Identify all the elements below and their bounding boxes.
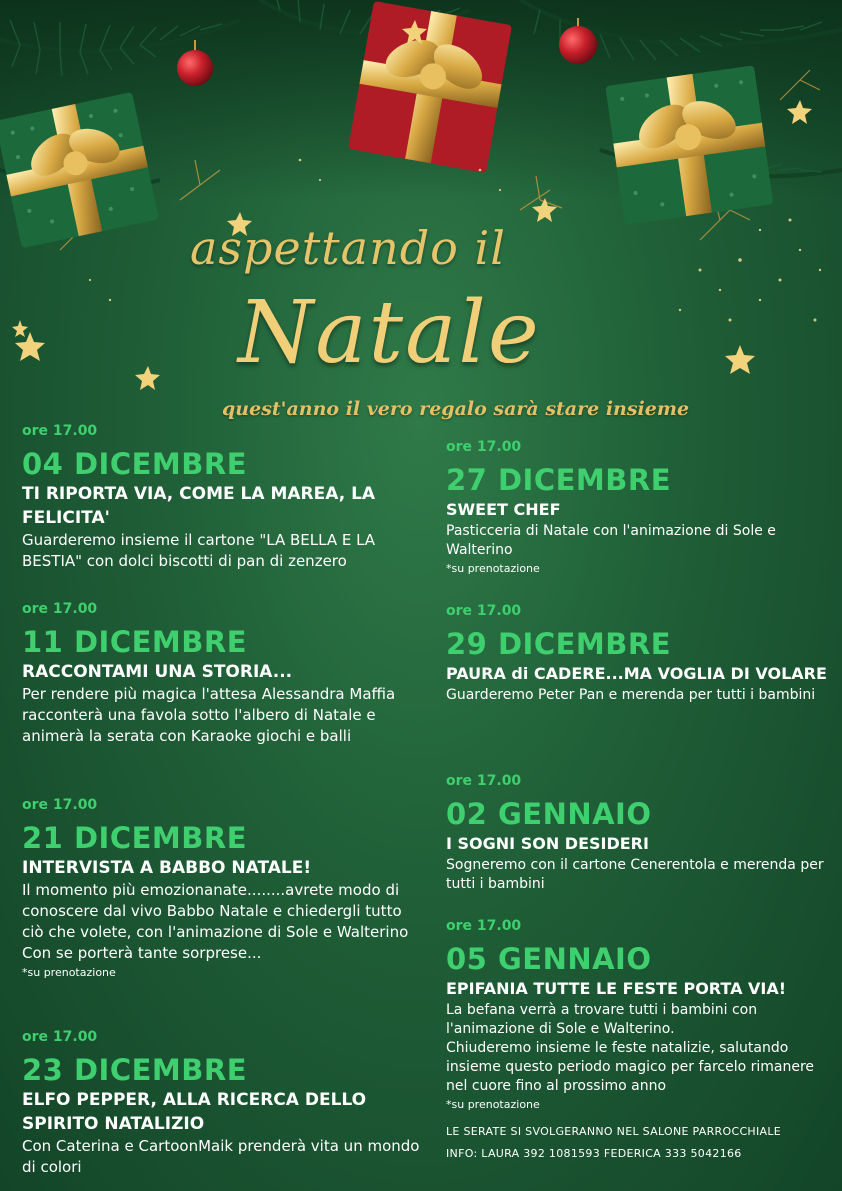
- event-description: Sogneremo con il cartone Cenerentola e merenda per tutti i bambini: [446, 857, 824, 892]
- title-natale: Natale: [238, 283, 541, 383]
- event-description: Pasticceria di Natale con l'animazione di Sole e Walterino: [446, 523, 776, 558]
- poster-title: [0, 215, 842, 430]
- event-04-dicembre: [22, 420, 427, 598]
- event-note: *su prenotazione: [446, 1098, 540, 1111]
- event-time: ore 17.00: [22, 1029, 98, 1045]
- event-title: ELFO PEPPER, ALLA RICERCA DELLO SPIRITO NATALIZIO: [22, 1090, 367, 1134]
- event-time: ore 17.00: [446, 439, 522, 455]
- event-title: PAURA di CADERE...MA VOGLIA DI VOLARE: [446, 664, 827, 683]
- footer-location: LE SERATE SI SVOLGERANNO NEL SALONE PARROCCHIALE: [446, 1125, 782, 1138]
- event-note: *su prenotazione: [446, 562, 540, 575]
- title-tagline: quest'anno il vero regalo sarà stare insieme: [222, 398, 690, 420]
- title-aspettando: aspettando il: [190, 221, 506, 275]
- footer-contact-info: INFO: LAURA 392 1081593 FEDERICA 333 5042166: [446, 1147, 742, 1160]
- event-date: 23 DICEMBRE: [22, 1053, 248, 1087]
- event-time: ore 17.00: [446, 773, 522, 789]
- event-23-dicembre: [22, 1026, 427, 1178]
- event-note: *su prenotazione: [22, 966, 116, 979]
- event-title: INTERVISTA A BABBO NATALE!: [22, 858, 312, 878]
- event-date: 29 DICEMBRE: [446, 627, 672, 661]
- event-title: SWEET CHEF: [446, 500, 561, 519]
- event-date: 27 DICEMBRE: [446, 463, 672, 497]
- event-title: EPIFANIA TUTTE LE FESTE PORTA VIA!: [446, 979, 787, 998]
- events-column-right: [446, 436, 831, 1164]
- event-date: 02 GENNAIO: [446, 797, 652, 831]
- event-description: La befana verrà a trovare tutti i bambini con l'animazione di Sole e Walterino.: [446, 1002, 758, 1037]
- event-27-dicembre: [446, 436, 831, 600]
- event-description: Il momento più emozionanate........avrete modo di conoscere dal vivo Babbo Natale e chiedergli tutto ciò che volete, con l'animazione di Sole e Walterino: [22, 881, 409, 941]
- event-21-dicembre: [22, 794, 427, 1026]
- event-29-dicembre: [446, 600, 831, 770]
- event-date: 04 DICEMBRE: [22, 447, 248, 481]
- event-time: ore 17.00: [446, 603, 522, 619]
- event-title: I SOGNI SON DESIDERI: [446, 834, 649, 853]
- event-date: 05 GENNAIO: [446, 942, 652, 976]
- events-column-left: [22, 420, 427, 1178]
- event-time: ore 17.00: [22, 601, 98, 617]
- event-description: Guarderemo Peter Pan e merenda per tutti i bambini: [446, 687, 816, 703]
- gift-box-center: [348, 1, 512, 173]
- event-05-gennaio: [446, 915, 831, 1164]
- event-extra: Con se porterà tante sorprese...: [22, 944, 262, 962]
- gift-box-right: [605, 65, 773, 225]
- event-description: Con Caterina e CartoonMaik prenderà vita un mondo di colori: [22, 1137, 420, 1176]
- event-description: Per rendere più magica l'attesa Alessandra Maffia racconterà una favola sotto l'albero di Natale e animerà la serata con Karaoke giochi e balli: [22, 685, 396, 745]
- event-time: ore 17.00: [446, 918, 522, 934]
- event-time: ore 17.00: [22, 423, 98, 439]
- event-time: ore 17.00: [22, 797, 98, 813]
- event-title: TI RIPORTA VIA, COME LA MAREA, LA FELICITA': [22, 484, 376, 528]
- event-date: 11 DICEMBRE: [22, 625, 248, 659]
- event-11-dicembre: [22, 598, 427, 794]
- event-date: 21 DICEMBRE: [22, 821, 248, 855]
- event-description: Guarderemo insieme il cartone "LA BELLA E LA BESTIA" con dolci biscotti di pan di zenzero: [22, 531, 376, 570]
- event-title: RACCONTAMI UNA STORIA...: [22, 662, 293, 682]
- event-02-gennaio: [446, 770, 831, 915]
- event-extra: Chiuderemo insieme le feste natalizie, salutando insieme questo periodo magico per farcelo rimanere nel cuore fino al prossimo anno: [446, 1040, 815, 1094]
